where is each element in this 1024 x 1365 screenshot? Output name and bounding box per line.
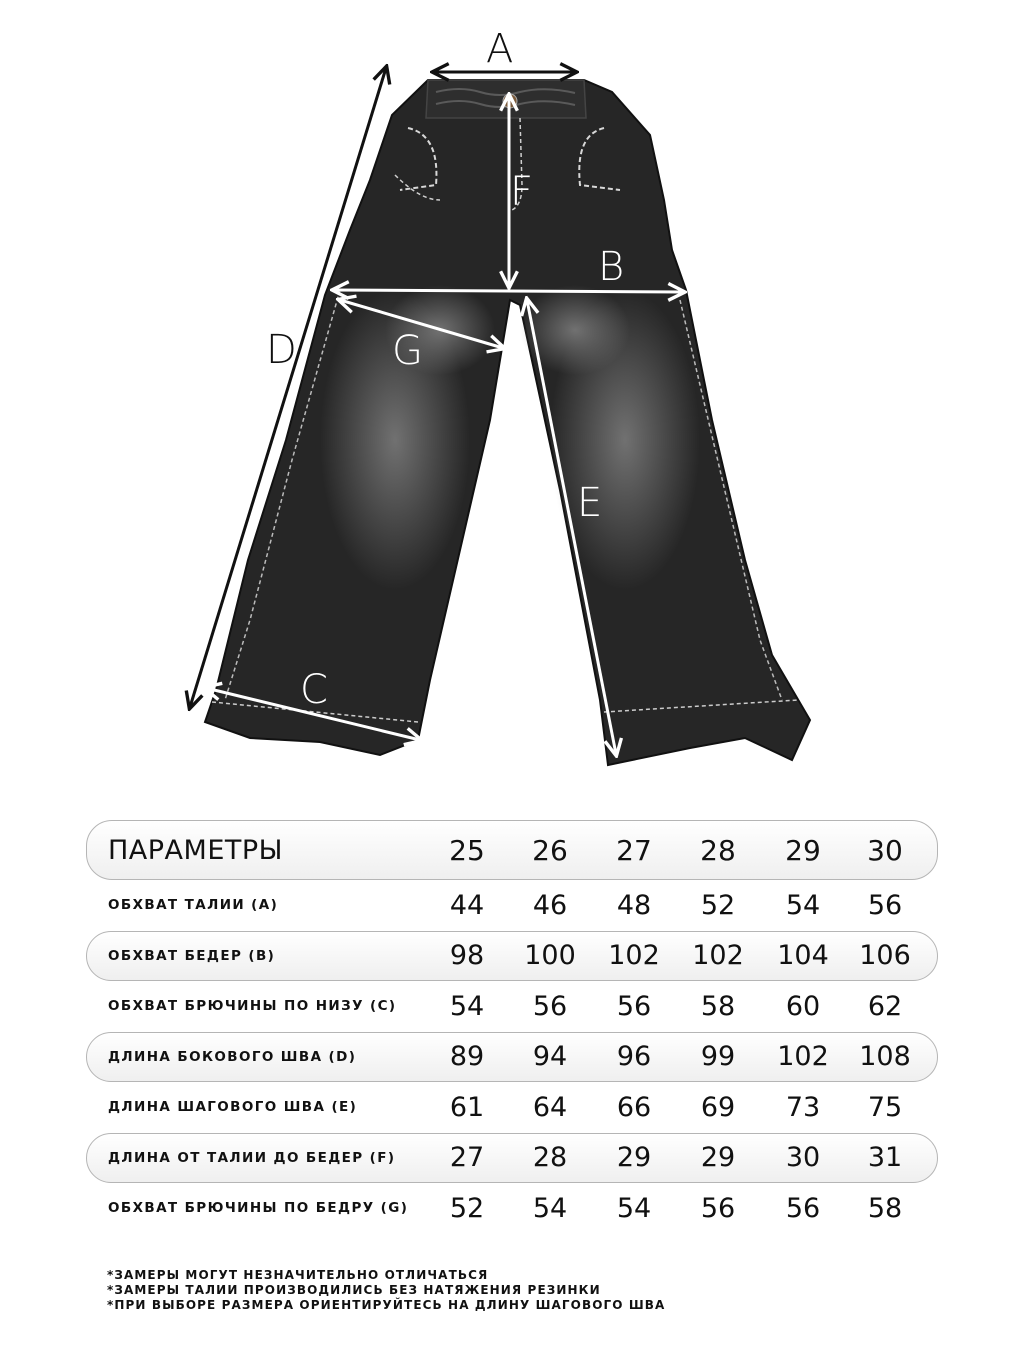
table-row-rise <box>86 1133 938 1184</box>
table-cell: 69 <box>700 1091 736 1123</box>
table-row-thigh <box>86 1183 938 1234</box>
table-row-hips <box>86 931 938 982</box>
table-header-row <box>86 820 938 880</box>
table-cell: 54 <box>785 889 821 921</box>
row-label: ОБХВАТ ТАЛИИ (А) <box>108 897 279 914</box>
table-cell: 54 <box>532 1192 568 1224</box>
label-c: C <box>300 667 328 713</box>
table-cell: 58 <box>700 990 736 1022</box>
table-cell: 31 <box>867 1142 903 1174</box>
table-row-waist <box>86 880 938 931</box>
label-d: D <box>266 327 297 373</box>
table-cell: 62 <box>867 990 903 1022</box>
label-a: A <box>486 26 514 72</box>
size-table <box>86 820 938 1234</box>
table-cell: 61 <box>449 1091 485 1123</box>
size-col-5: 30 <box>867 833 903 867</box>
table-cell: 102 <box>608 940 660 972</box>
table-cell: 58 <box>867 1192 903 1224</box>
table-cell: 66 <box>616 1091 652 1123</box>
header-label: ПАРАМЕТРЫ <box>108 834 283 866</box>
row-label: ОБХВАТ БЕДЕР (B) <box>108 947 276 964</box>
size-col-4: 29 <box>785 833 821 867</box>
table-row-inseam <box>86 1082 938 1133</box>
size-col-2: 27 <box>616 833 652 867</box>
table-cell: 60 <box>785 990 821 1022</box>
footnotes <box>107 1268 665 1313</box>
footnote: *ПРИ ВЫБОРЕ РАЗМЕРА ОРИЕНТИРУЙТЕСЬ НА ДЛИНУ ШАГОВОГО ШВА <box>107 1298 666 1312</box>
table-cell: 102 <box>777 1041 829 1073</box>
table-cell: 64 <box>532 1091 568 1123</box>
arrow-b <box>334 290 683 292</box>
table-cell: 73 <box>785 1091 821 1123</box>
table-cell: 44 <box>449 889 485 921</box>
row-label: ДЛИНА БОКОВОГО ШВА (D) <box>108 1048 357 1065</box>
size-col-1: 26 <box>532 833 568 867</box>
footnote: *ЗАМЕРЫ ТАЛИИ ПРОИЗВОДИЛИСЬ БЕЗ НАТЯЖЕНИЯ РЕЗИНКИ <box>107 1283 601 1297</box>
table-cell: 52 <box>449 1192 485 1224</box>
row-label: ОБХВАТ БРЮЧИНЫ ПО НИЗУ (С) <box>108 998 397 1015</box>
table-row-hem <box>86 981 938 1032</box>
table-cell: 100 <box>524 940 576 972</box>
table-cell: 96 <box>616 1041 652 1073</box>
row-label: ОБХВАТ БРЮЧИНЫ ПО БЕДРУ (G) <box>108 1200 409 1217</box>
label-b: B <box>598 244 625 290</box>
table-cell: 99 <box>700 1041 736 1073</box>
table-cell: 104 <box>777 940 829 972</box>
table-cell: 54 <box>449 990 485 1022</box>
table-cell: 30 <box>785 1142 821 1174</box>
row-label: ДЛИНА ШАГОВОГО ШВА (E) <box>108 1099 358 1116</box>
table-cell: 56 <box>785 1192 821 1224</box>
table-cell: 102 <box>692 940 744 972</box>
label-f: F <box>510 169 534 215</box>
table-cell: 75 <box>867 1091 903 1123</box>
footnote: *ЗАМЕРЫ МОГУТ НЕЗНАЧИТЕЛЬНО ОТЛИЧАТЬСЯ <box>107 1268 489 1282</box>
table-row-side-seam <box>86 1032 938 1083</box>
table-cell: 48 <box>616 889 652 921</box>
table-cell: 56 <box>700 1192 736 1224</box>
table-cell: 108 <box>859 1041 911 1073</box>
table-cell: 56 <box>616 990 652 1022</box>
table-cell: 94 <box>532 1041 568 1073</box>
table-cell: 46 <box>532 889 568 921</box>
table-cell: 89 <box>449 1041 485 1073</box>
table-cell: 28 <box>532 1142 568 1174</box>
table-cell: 52 <box>700 889 736 921</box>
table-cell: 27 <box>449 1142 485 1174</box>
table-cell: 106 <box>859 940 911 972</box>
label-e: E <box>577 480 603 526</box>
table-cell: 29 <box>700 1142 736 1174</box>
table-cell: 56 <box>532 990 568 1022</box>
size-col-3: 28 <box>700 833 736 867</box>
table-cell: 56 <box>867 889 903 921</box>
row-label: ДЛИНА ОТ ТАЛИИ ДО БЕДЕР (F) <box>108 1149 396 1166</box>
table-cell: 29 <box>616 1142 652 1174</box>
table-cell: 98 <box>449 940 485 972</box>
size-col-0: 25 <box>449 833 485 867</box>
label-g: G <box>392 328 423 374</box>
table-cell: 54 <box>616 1192 652 1224</box>
